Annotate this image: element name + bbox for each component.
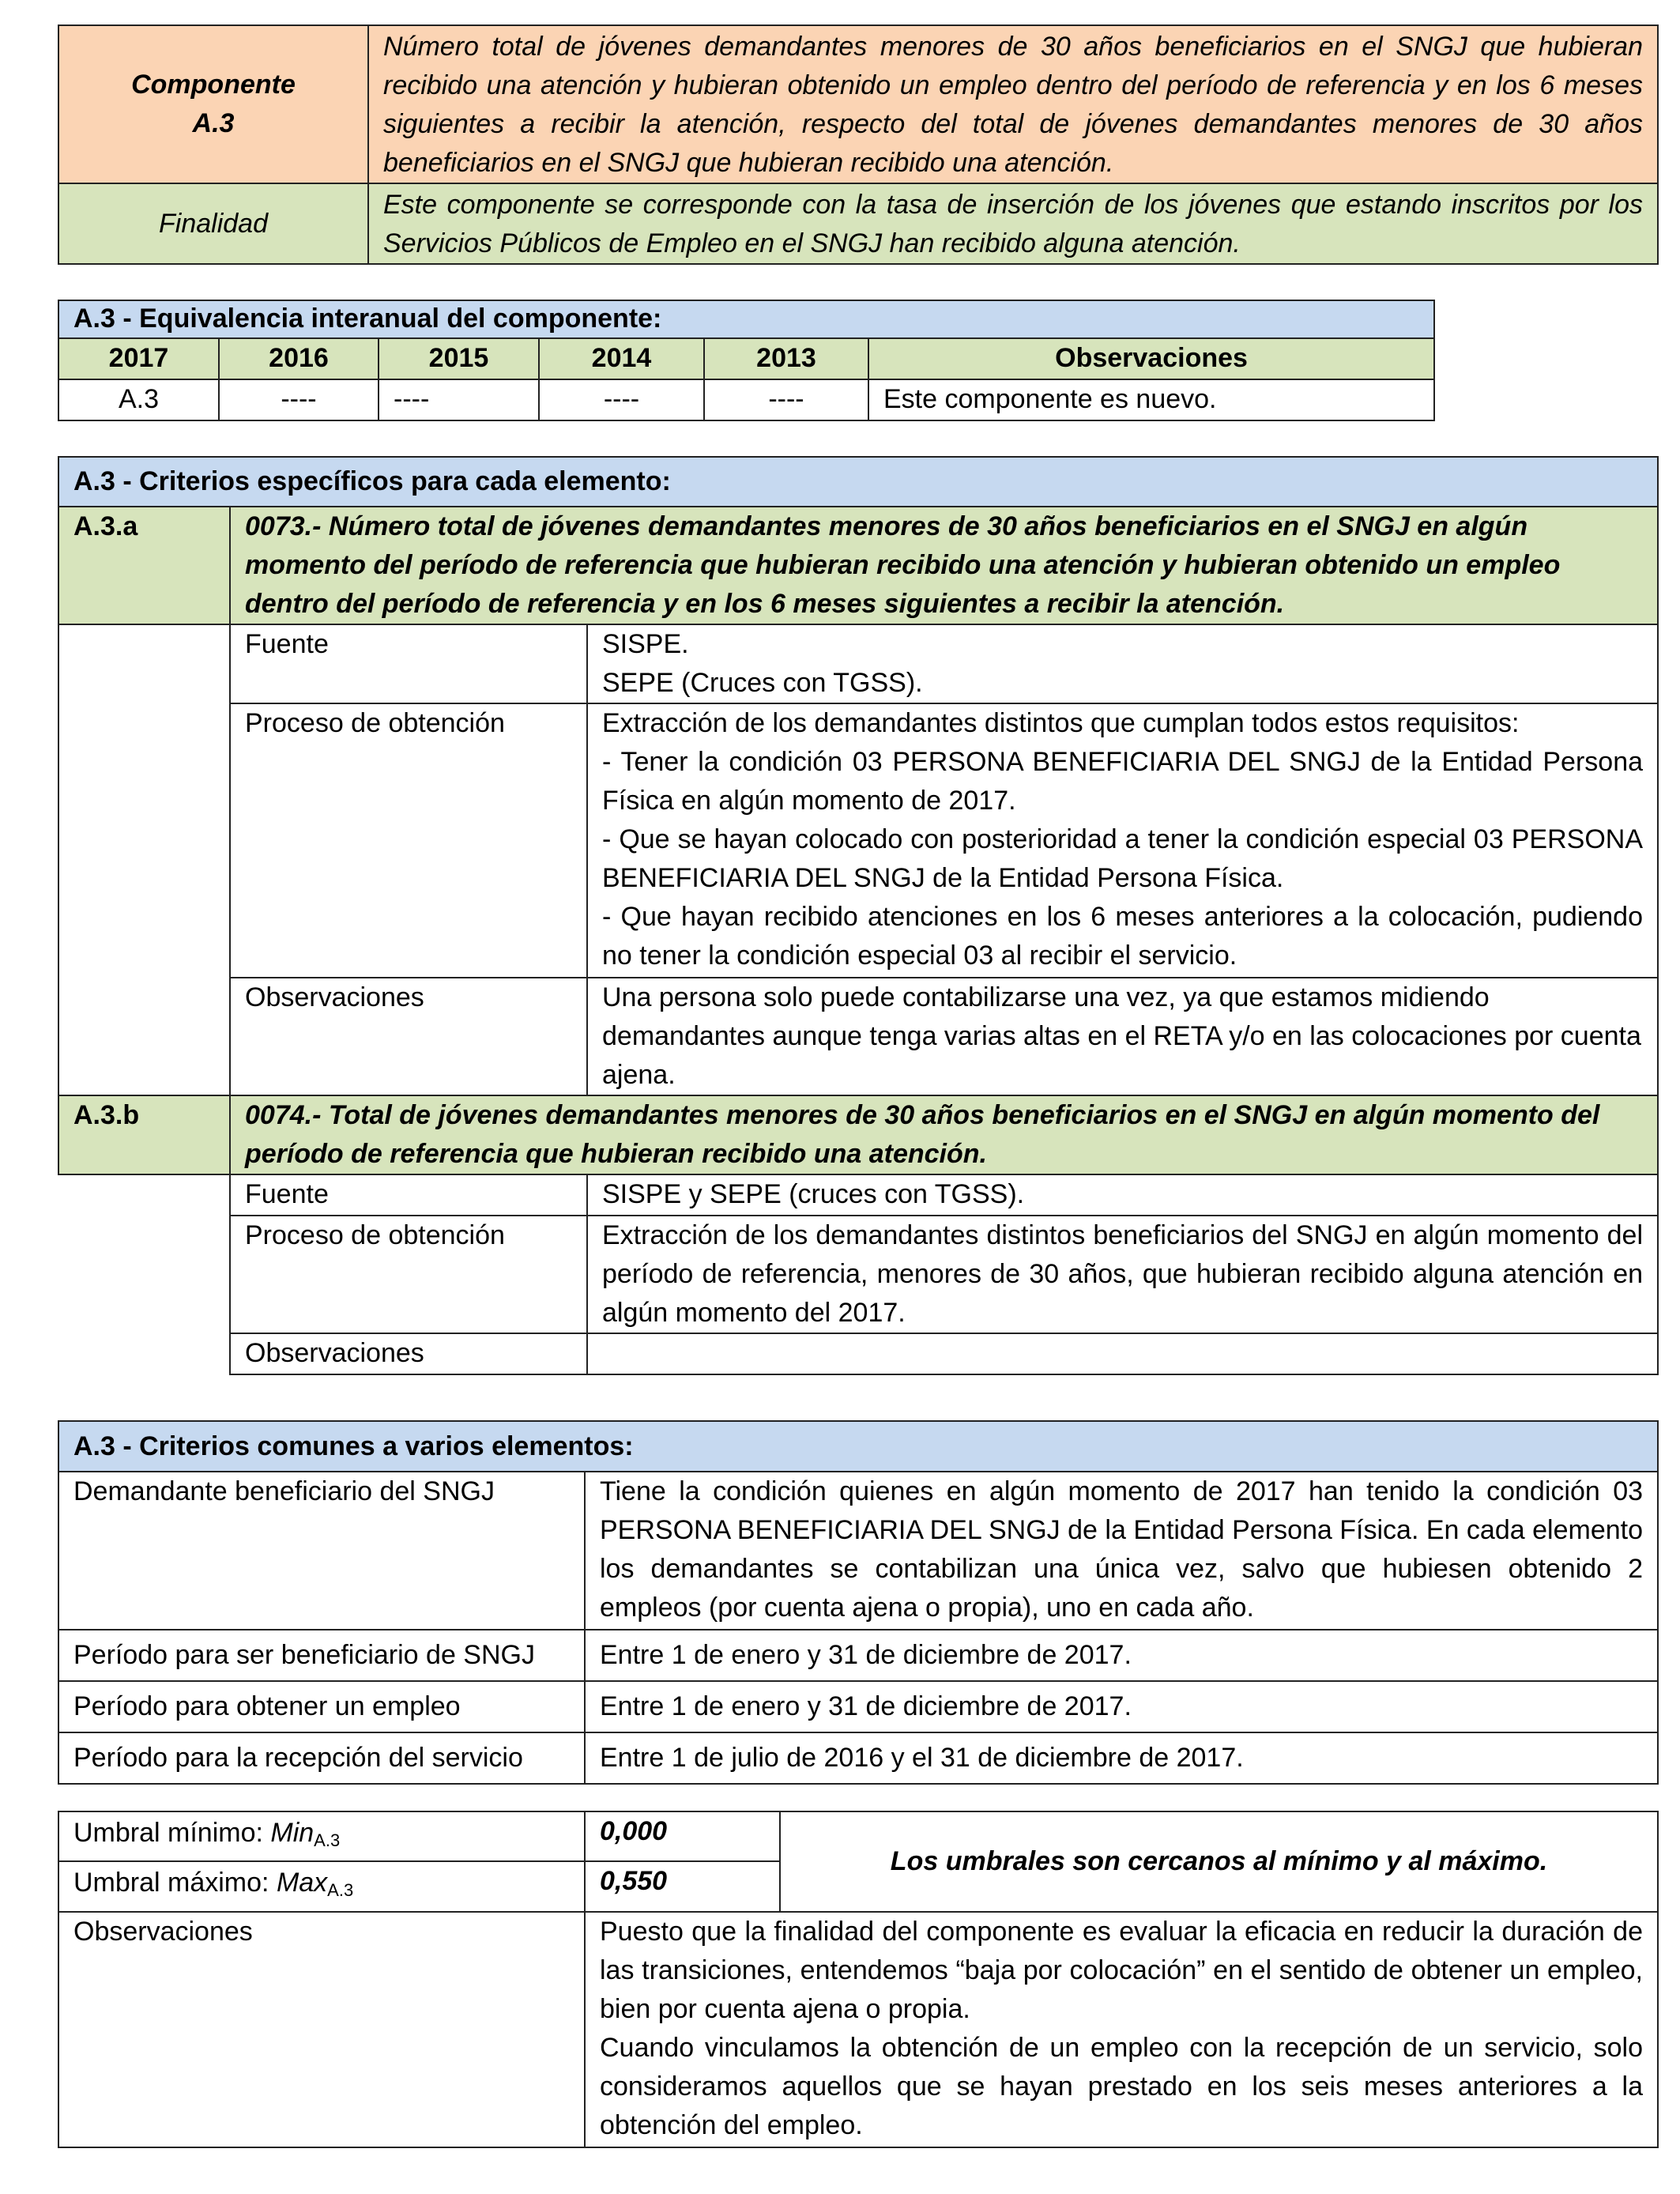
observaciones-paragraph: Puesto que la finalidad del componente es evaluar la eficacia en reducir la duración de las transiciones, entendemos “baja por colocación” en el sentido de obtener un empleo, bien por cuenta ajena o propia. bbox=[600, 1917, 1643, 2024]
umbral-maximo-text: Umbral máximo: bbox=[73, 1868, 277, 1898]
comunes-label: Período para obtener un empleo bbox=[58, 1681, 585, 1732]
year-header-2015: 2015 bbox=[379, 338, 539, 379]
proceso-label-b: Proceso de obtención bbox=[230, 1216, 587, 1333]
observaciones-text-b bbox=[587, 1333, 1658, 1374]
min-symbol: Min bbox=[270, 1817, 315, 1848]
equivalencia-cell: ---- bbox=[539, 379, 704, 420]
observaciones-text-a: Una persona solo puede contabilizarse una vez, ya que estamos midiendo demandantes aunque tenga varias altas en el RETA y/o en las colocaciones por cuenta ajena. bbox=[587, 978, 1658, 1095]
observaciones-label-a: Observaciones bbox=[230, 978, 587, 1095]
equivalencia-title: A.3 - Equivalencia interanual del componente: bbox=[58, 300, 1434, 338]
observaciones-label-b: Observaciones bbox=[230, 1333, 587, 1374]
comunes-title: A.3 - Criterios comunes a varios elementos: bbox=[58, 1421, 1658, 1472]
component-label-cell bbox=[58, 25, 368, 183]
proceso-label-a: Proceso de obtención bbox=[230, 703, 587, 978]
proceso-text-b: Extracción de los demandantes distintos beneficiarios del SNGJ en algún momento del período de referencia, menores de 30 años, que hubieran recibido alguna atención en algún momento del 2017. bbox=[587, 1216, 1658, 1333]
comunes-label: Demandante beneficiario del SNGJ bbox=[58, 1472, 585, 1630]
comunes-text: Entre 1 de enero y 31 de diciembre de 2017. bbox=[585, 1630, 1658, 1681]
spacer-cell bbox=[58, 1333, 230, 1374]
criterios-comunes-table bbox=[58, 1420, 1659, 1785]
umbrales-observaciones-text bbox=[585, 1912, 1658, 2147]
max-symbol: Max bbox=[276, 1868, 328, 1898]
equivalencia-cell: ---- bbox=[219, 379, 379, 420]
spacer-cell bbox=[58, 703, 230, 978]
min-subscript: A.3 bbox=[314, 1830, 341, 1850]
max-subscript: A.3 bbox=[327, 1880, 354, 1900]
comunes-text: Entre 1 de julio de 2016 y el 31 de diciembre de 2017. bbox=[585, 1732, 1658, 1784]
observaciones-header: Observaciones bbox=[868, 338, 1434, 379]
component-label: Componente bbox=[131, 70, 296, 100]
umbral-minimo-value: 0,000 bbox=[585, 1811, 780, 1861]
year-header-2014: 2014 bbox=[539, 338, 704, 379]
equivalencia-cell: ---- bbox=[704, 379, 868, 420]
proceso-line: - Que se hayan colocado con posterioridad a tener la condición especial 03 PERSONA BENEFICIARIA DEL SNGJ de la Entidad Persona Física. bbox=[602, 824, 1644, 893]
spacer-cell bbox=[58, 1174, 230, 1216]
criterios-especificos-table bbox=[58, 456, 1659, 1375]
element-title-b: 0074.- Total de jóvenes demandantes menores de 30 años beneficiarios en el SNGJ en algún momento del período de referencia que hubieran recibido una atención. bbox=[230, 1095, 1658, 1174]
spacer-cell bbox=[58, 624, 230, 703]
fuente-text-b: SISPE y SEPE (cruces con TGSS). bbox=[587, 1174, 1658, 1216]
comunes-text: Entre 1 de enero y 31 de diciembre de 2017. bbox=[585, 1681, 1658, 1732]
comunes-text: Tiene la condición quienes en algún momento de 2017 han tenido la condición 03 PERSONA BENEFICIARIA DEL SNGJ de la Entidad Persona Física. En cada elemento los demandantes se contabilizan una única vez, salvo que hubiesen obtenido 2 empleos (por cuenta ajena o propia), uno en cada año. bbox=[585, 1472, 1658, 1630]
equivalencia-table bbox=[58, 300, 1435, 421]
comunes-label: Período para ser beneficiario de SNGJ bbox=[58, 1630, 585, 1681]
fuente-label-a: Fuente bbox=[230, 624, 587, 703]
equivalencia-observaciones: Este componente es nuevo. bbox=[868, 379, 1434, 420]
criterios-title: A.3 - Criterios específicos para cada elemento: bbox=[58, 457, 1658, 507]
component-code: A.3 bbox=[192, 108, 235, 138]
finalidad-text: Este componente se corresponde con la tasa de inserción de los jóvenes que estando inscritos por los Servicios Públicos de Empleo en el SNGJ han recibido alguna atención. bbox=[368, 183, 1658, 264]
fuente-line: SEPE (Cruces con TGSS). bbox=[602, 668, 923, 698]
comunes-label: Período para la recepción del servicio bbox=[58, 1732, 585, 1784]
component-table bbox=[58, 25, 1659, 265]
year-header-2017: 2017 bbox=[58, 338, 219, 379]
element-title-a: 0073.- Número total de jóvenes demandantes menores de 30 años beneficiarios en el SNGJ en algún momento del período de referencia que hubieran recibido una atención y hubieran obtenido un empleo dentro del período de referencia y en los 6 meses siguientes a recibir la atención. bbox=[230, 507, 1658, 624]
spacer-cell bbox=[58, 978, 230, 1095]
umbral-minimo-text: Umbral mínimo: bbox=[73, 1817, 271, 1848]
spacer-cell bbox=[58, 1216, 230, 1333]
element-code-b: A.3.b bbox=[58, 1095, 230, 1174]
fuente-label-b: Fuente bbox=[230, 1174, 587, 1216]
equivalencia-cell: A.3 bbox=[58, 379, 219, 420]
finalidad-label: Finalidad bbox=[58, 183, 368, 264]
umbral-minimo-label bbox=[58, 1811, 585, 1861]
year-header-2013: 2013 bbox=[704, 338, 868, 379]
year-header-2016: 2016 bbox=[219, 338, 379, 379]
umbrales-observaciones-label: Observaciones bbox=[58, 1912, 585, 2147]
proceso-text-a bbox=[587, 703, 1658, 978]
proceso-line: - Tener la condición 03 PERSONA BENEFICIARIA DEL SNGJ de la Entidad Persona Física en algún momento de 2017. bbox=[602, 747, 1644, 816]
umbral-maximo-value: 0,550 bbox=[585, 1861, 780, 1912]
umbrales-note: Los umbrales son cercanos al mínimo y al máximo. bbox=[780, 1811, 1658, 1912]
element-code-a: A.3.a bbox=[58, 507, 230, 624]
fuente-line: SISPE. bbox=[602, 629, 689, 659]
proceso-line: - Que hayan recibido atenciones en los 6 meses anteriores a la colocación, pudiendo no tener la condición especial 03 al recibir el servicio. bbox=[602, 902, 1644, 971]
observaciones-paragraph: Cuando vinculamos la obtención de un empleo con la recepción de un servicio, solo consideramos aquellos que se hayan prestado en los seis meses anteriores a la obtención del empleo. bbox=[600, 2033, 1643, 2140]
equivalencia-cell: ---- bbox=[379, 379, 539, 420]
umbral-maximo-label bbox=[58, 1861, 585, 1912]
proceso-line: Extracción de los demandantes distintos que cumplan todos estos requisitos: bbox=[602, 708, 1520, 738]
umbrales-table bbox=[58, 1811, 1659, 2148]
fuente-text-a bbox=[587, 624, 1658, 703]
component-definition: Número total de jóvenes demandantes menores de 30 años beneficiarios en el SNGJ que hubieran recibido una atención y hubieran obtenido un empleo dentro del período de referencia y en los 6 meses siguientes a recibir la atención, respecto del total de jóvenes demandantes menores de 30 años beneficiarios en el SNGJ que hubieran recibido una atención. bbox=[368, 25, 1658, 183]
